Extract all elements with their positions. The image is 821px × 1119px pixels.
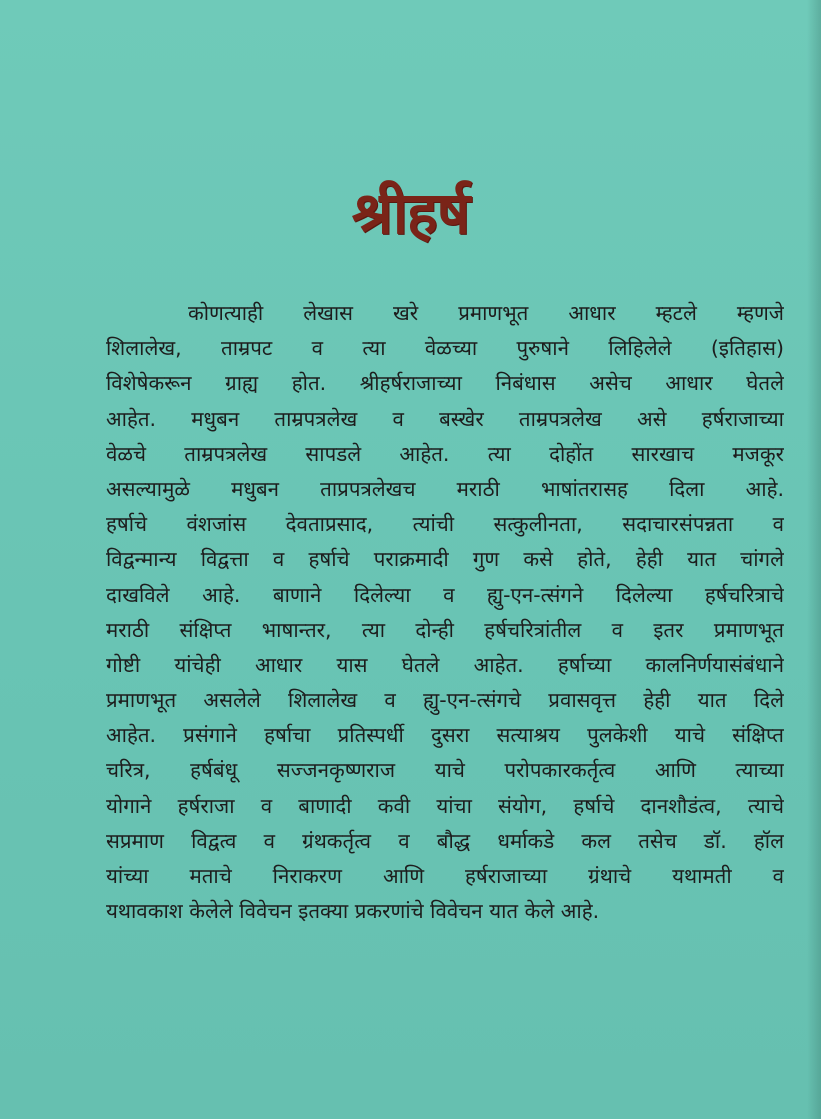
text-line: कोणत्याही लेखास खरे प्रमाणभूत आधार म्हटले म्हणजे [188,301,784,325]
text-line: प्रमाणभूत असलेले शिलालेख व ह्यु-एन-त्संगचे प्रवासवृत्त हेही यात दिले [106,688,784,713]
text-line: आहेत. मधुबन ताम्रपत्रलेख व बस्खेर ताम्रपत्रलेख असे हर्षराजाच्या [106,406,784,431]
text-line: असल्यामुळे मधुबन ताप्रपत्रलेखच मराठी भाषांतरासह दिला आहे. [106,476,784,501]
text-line: आहेत. प्रसंगाने हर्षाचा प्रतिस्पर्धी दुसरा सत्याश्रय पुलकेशी याचे संक्षिप्त [106,723,784,748]
text-line: योगाने हर्षराजा व बाणादी कवी यांचा संयोग, हर्षाचे दानशौडंत्व, त्याचे [106,793,784,818]
text-line: विशेषेकरून ग्राह्य होत. श्रीहर्षराजाच्या निबंधास असेच आधार घेतले [106,371,784,396]
blurb-paragraph [106,296,784,929]
text-line: चरित्र, हर्षबंधू सज्जनकृष्णराज याचे परोपकारकर्तृत्व आणि त्याच्या [106,758,784,783]
text-line: वेळचे ताम्रपत्रलेख सापडले आहेत. त्या दोहोंत सारखाच मजकूर [106,441,784,466]
text-line: यांच्या मताचे निराकरण आणि हर्षराजाच्या ग्रंथाचे यथामती व [106,864,784,888]
text-line: दाखविले आहे. बाणाने दिलेल्या व ह्यु-एन-त्संगने दिलेल्या हर्षचरित्राचे [106,582,784,607]
text-line: शिलालेख, ताम्रपट व त्या वेळच्या पुरुषाने लिहिलेले (इतिहास) [106,336,784,361]
text-line: गोष्टी यांचेही आधार यास घेतले आहेत. हर्षाच्या कालनिर्णयासंबंधाने [106,652,784,677]
text-line: यथावकाश केलेले विवेचन इतक्या प्रकरणांचे विवेचन यात केले आहे. [106,899,600,924]
book-title: श्रीहर्ष [351,179,470,247]
text-line: विद्वन्मान्य विद्वत्ता व हर्षाचे पराक्रमादी गुण कसे होते, हेही यात चांगले [106,547,784,572]
text-line: मराठी संक्षिप्त भाषान्तर, त्या दोन्ही हर्षचरित्रांतील व इतर प्रमाणभूत [106,617,784,642]
text-line: सप्रमाण विद्वत्व व ग्रंथकर्तृत्व व बौद्ध धर्माकडे कल तसेच डॉ. हॉल [106,828,784,853]
text-line: हर्षाचे वंशजांस देवताप्रसाद, त्यांची सत्कुलीनता, सदाचारसंपन्नता व [106,512,784,537]
